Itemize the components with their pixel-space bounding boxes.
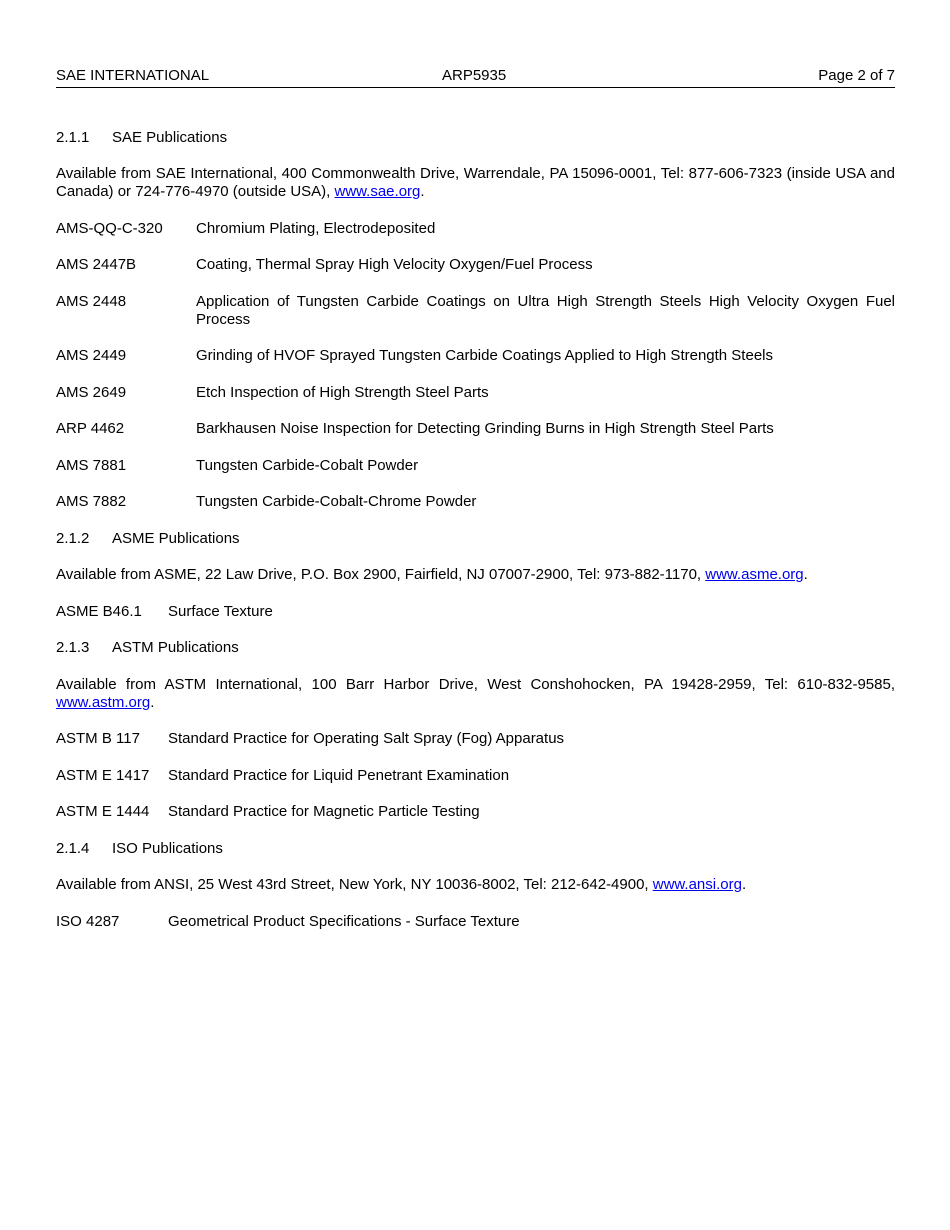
reference-title: Standard Practice for Liquid Penetrant Examination	[168, 767, 510, 784]
reference-code: AMS 7882	[56, 493, 127, 510]
reference-title: Chromium Plating, Electrodeposited	[196, 220, 436, 237]
section-number: 2.1.1	[56, 129, 90, 146]
section-title: ASTM Publications	[112, 639, 239, 656]
astm-website-link[interactable]: www.astm.org	[56, 694, 151, 711]
section-heading-asme	[56, 530, 895, 548]
section-number: 2.1.4	[56, 840, 90, 857]
availability-text: Available from SAE International, 400 Commonwealth Drive, Warrendale, PA 15096-0001, Tel: 877-606-7323 (inside USA and Canada) or 724-776-4970 (outside USA),	[56, 165, 895, 200]
reference-code: ASME B46.1	[56, 603, 142, 620]
period: .	[741, 876, 747, 893]
period: .	[150, 694, 155, 711]
period: .	[803, 566, 808, 583]
period: .	[420, 183, 425, 200]
reference-title: Standard Practice for Magnetic Particle Testing	[168, 803, 480, 820]
reference-code: ASTM E 1417	[56, 767, 150, 784]
ansi-website-link[interactable]: www.ansi.org	[652, 876, 742, 893]
availability-paragraph-iso	[56, 876, 895, 894]
availability-paragraph-astm	[56, 676, 895, 712]
section-heading-astm	[56, 639, 895, 657]
section-number: 2.1.3	[56, 639, 90, 656]
sae-website-link[interactable]: www.sae.org	[334, 183, 421, 200]
reference-code: ASTM B 117	[56, 730, 140, 747]
reference-title: Tungsten Carbide-Cobalt-Chrome Powder	[196, 493, 477, 510]
availability-text: Available from ASME, 22 Law Drive, P.O. Box 2900, Fairfield, NJ 07007-2900, Tel: 973-882-1170,	[56, 566, 706, 583]
header-organization: SAE INTERNATIONAL	[56, 67, 210, 84]
reference-code: ARP 4462	[56, 420, 125, 437]
availability-paragraph-sae	[56, 165, 895, 201]
section-title: ISO Publications	[112, 840, 223, 857]
reference-title: Application of Tungsten Carbide Coatings on Ultra High Strength Steels High Velocity Oxygen Fuel Process	[196, 293, 895, 328]
reference-title: Coating, Thermal Spray High Velocity Oxygen/Fuel Process	[196, 256, 593, 273]
reference-code: AMS 2649	[56, 384, 127, 401]
reference-code: AMS 2449	[56, 347, 127, 364]
section-title: ASME Publications	[112, 530, 240, 547]
reference-title: Standard Practice for Operating Salt Spray (Fog) Apparatus	[168, 730, 565, 747]
reference-title: Tungsten Carbide-Cobalt Powder	[196, 457, 419, 474]
reference-code: AMS 7881	[56, 457, 127, 474]
page-header	[56, 67, 895, 88]
availability-paragraph-asme	[56, 566, 895, 584]
availability-text: Available from ANSI, 25 West 43rd Street, New York, NY 10036-8002, Tel: 212-642-4900,	[56, 876, 653, 893]
reference-code: AMS-QQ-C-320	[56, 220, 163, 237]
reference-title: Surface Texture	[168, 603, 273, 620]
section-heading-sae	[56, 129, 895, 147]
reference-code: ISO 4287	[56, 913, 120, 930]
header-document-number: ARP5935	[442, 67, 507, 84]
section-number: 2.1.2	[56, 530, 90, 547]
reference-code: ASTM E 1444	[56, 803, 150, 820]
reference-title: Geometrical Product Specifications - Surface Texture	[168, 913, 520, 930]
header-page-number: Page 2 of 7	[818, 67, 895, 84]
reference-title: Grinding of HVOF Sprayed Tungsten Carbide Coatings Applied to High Strength Steels	[196, 347, 773, 364]
section-title: SAE Publications	[112, 129, 228, 146]
reference-code: AMS 2447B	[56, 256, 137, 273]
reference-code: AMS 2448	[56, 293, 127, 310]
reference-title: Barkhausen Noise Inspection for Detecting Grinding Burns in High Strength Steel Parts	[196, 420, 774, 437]
reference-title: Etch Inspection of High Strength Steel Parts	[196, 384, 489, 401]
availability-text: Available from ASTM International, 100 Barr Harbor Drive, West Conshohocken, PA 19428-2959, Tel: 610-832-9585,	[56, 676, 895, 693]
section-heading-iso	[56, 840, 895, 858]
asme-website-link[interactable]: www.asme.org	[705, 566, 804, 583]
